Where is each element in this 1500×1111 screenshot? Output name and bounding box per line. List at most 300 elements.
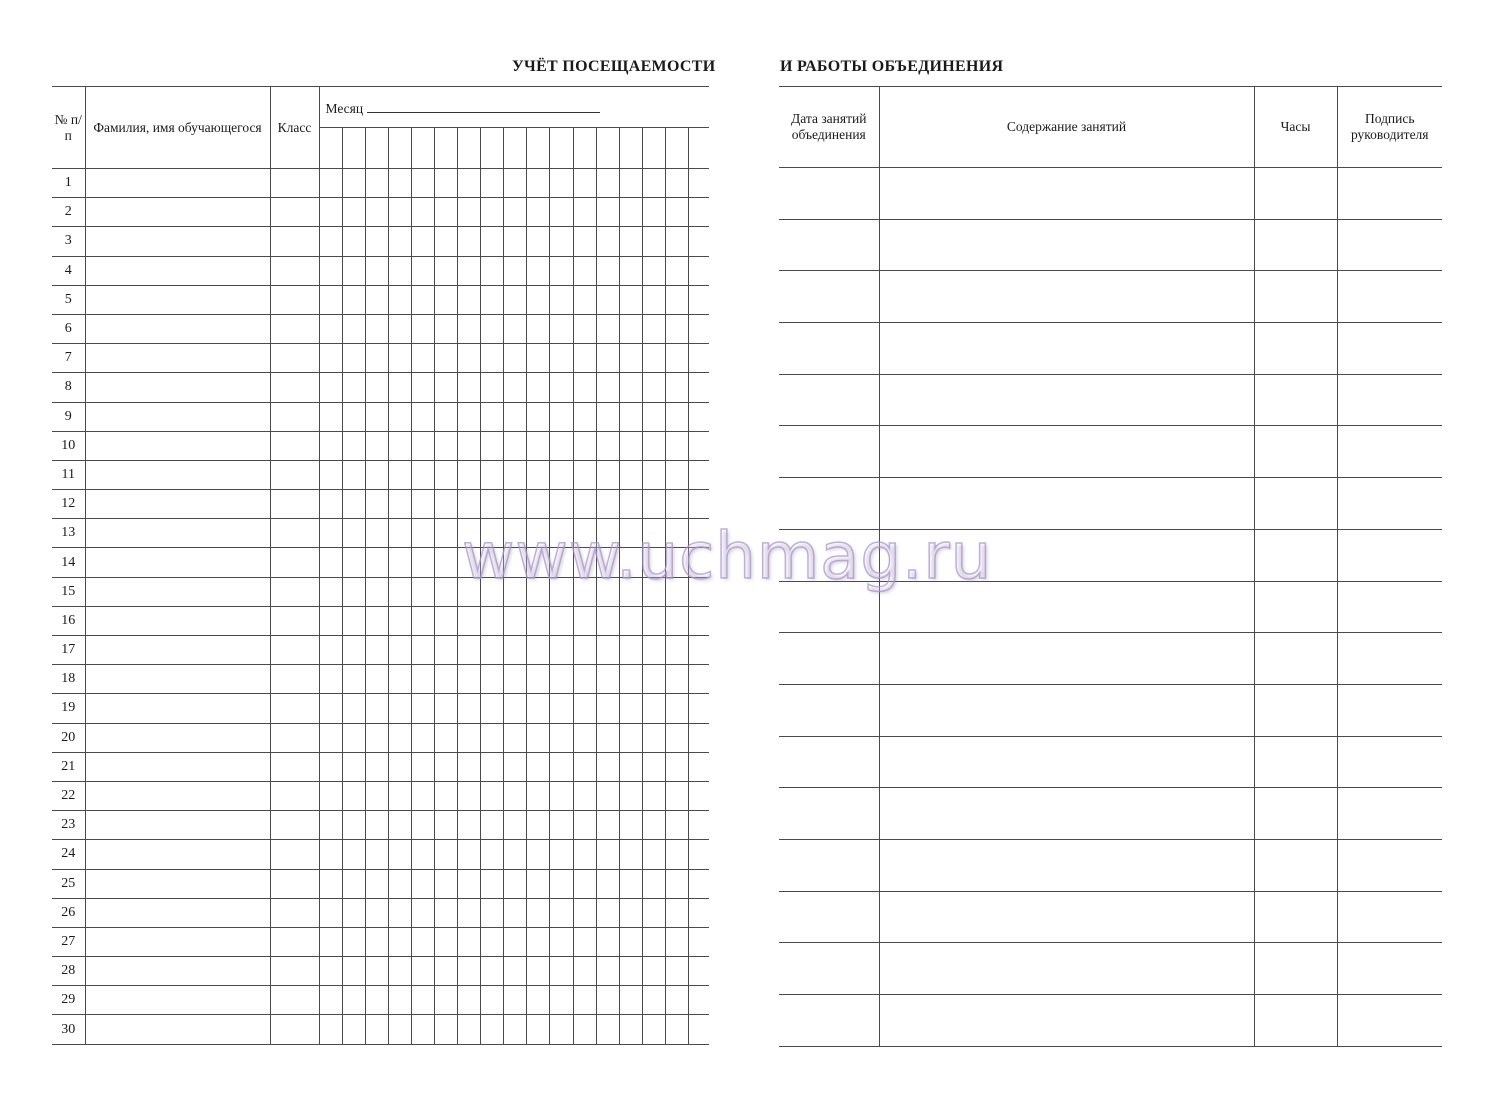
attendance-mark-cell[interactable] (527, 519, 550, 548)
attendance-mark-cell[interactable] (365, 606, 388, 635)
attendance-mark-cell[interactable] (434, 490, 457, 519)
attendance-mark-cell[interactable] (342, 869, 365, 898)
attendance-mark-cell[interactable] (319, 490, 342, 519)
date-cell[interactable] (779, 271, 879, 323)
attendance-mark-cell[interactable] (458, 198, 481, 227)
attendance-mark-cell[interactable] (342, 781, 365, 810)
attendance-mark-cell[interactable] (596, 957, 619, 986)
attendance-mark-cell[interactable] (481, 665, 504, 694)
class-cell[interactable] (270, 665, 319, 694)
attendance-mark-cell[interactable] (481, 460, 504, 489)
attendance-mark-cell[interactable] (504, 198, 527, 227)
attendance-mark-cell[interactable] (342, 373, 365, 402)
attendance-mark-cell[interactable] (550, 1015, 573, 1044)
attendance-mark-cell[interactable] (550, 373, 573, 402)
attendance-mark-cell[interactable] (342, 577, 365, 606)
attendance-mark-cell[interactable] (689, 1015, 709, 1044)
attendance-mark-cell[interactable] (319, 694, 342, 723)
attendance-mark-cell[interactable] (689, 460, 709, 489)
attendance-mark-cell[interactable] (319, 198, 342, 227)
attendance-mark-cell[interactable] (319, 723, 342, 752)
attendance-mark-cell[interactable] (665, 169, 688, 198)
attendance-mark-cell[interactable] (365, 957, 388, 986)
hours-cell[interactable] (1254, 271, 1337, 323)
attendance-mark-cell[interactable] (388, 636, 411, 665)
attendance-mark-cell[interactable] (365, 344, 388, 373)
attendance-mark-cell[interactable] (504, 577, 527, 606)
attendance-mark-cell[interactable] (596, 344, 619, 373)
day-column-header[interactable] (527, 128, 550, 169)
attendance-mark-cell[interactable] (596, 227, 619, 256)
attendance-mark-cell[interactable] (619, 606, 642, 635)
hours-cell[interactable] (1254, 943, 1337, 995)
class-cell[interactable] (270, 781, 319, 810)
attendance-mark-cell[interactable] (342, 927, 365, 956)
attendance-mark-cell[interactable] (481, 606, 504, 635)
class-cell[interactable] (270, 957, 319, 986)
class-cell[interactable] (270, 840, 319, 869)
class-cell[interactable] (270, 373, 319, 402)
attendance-mark-cell[interactable] (458, 548, 481, 577)
attendance-mark-cell[interactable] (642, 490, 665, 519)
attendance-mark-cell[interactable] (642, 869, 665, 898)
attendance-mark-cell[interactable] (596, 431, 619, 460)
attendance-mark-cell[interactable] (342, 840, 365, 869)
attendance-mark-cell[interactable] (458, 344, 481, 373)
attendance-mark-cell[interactable] (388, 606, 411, 635)
attendance-mark-cell[interactable] (665, 636, 688, 665)
attendance-mark-cell[interactable] (504, 373, 527, 402)
attendance-mark-cell[interactable] (504, 169, 527, 198)
attendance-mark-cell[interactable] (550, 694, 573, 723)
attendance-mark-cell[interactable] (527, 694, 550, 723)
attendance-mark-cell[interactable] (527, 577, 550, 606)
class-cell[interactable] (270, 344, 319, 373)
attendance-mark-cell[interactable] (665, 957, 688, 986)
attendance-mark-cell[interactable] (550, 723, 573, 752)
attendance-mark-cell[interactable] (642, 986, 665, 1015)
content-cell[interactable] (879, 219, 1254, 271)
class-cell[interactable] (270, 227, 319, 256)
month-fill-line[interactable] (367, 98, 600, 113)
signature-cell[interactable] (1337, 529, 1442, 581)
attendance-mark-cell[interactable] (458, 723, 481, 752)
hours-cell[interactable] (1254, 426, 1337, 478)
attendance-mark-cell[interactable] (388, 285, 411, 314)
attendance-mark-cell[interactable] (319, 285, 342, 314)
attendance-mark-cell[interactable] (619, 665, 642, 694)
attendance-mark-cell[interactable] (319, 606, 342, 635)
attendance-mark-cell[interactable] (388, 548, 411, 577)
attendance-mark-cell[interactable] (596, 402, 619, 431)
attendance-mark-cell[interactable] (550, 402, 573, 431)
hours-cell[interactable] (1254, 891, 1337, 943)
attendance-mark-cell[interactable] (527, 402, 550, 431)
attendance-mark-cell[interactable] (619, 344, 642, 373)
attendance-mark-cell[interactable] (596, 781, 619, 810)
student-name-cell[interactable] (85, 840, 270, 869)
attendance-mark-cell[interactable] (642, 811, 665, 840)
attendance-mark-cell[interactable] (342, 314, 365, 343)
attendance-mark-cell[interactable] (573, 957, 596, 986)
attendance-mark-cell[interactable] (481, 723, 504, 752)
attendance-mark-cell[interactable] (665, 986, 688, 1015)
attendance-mark-cell[interactable] (642, 519, 665, 548)
student-name-cell[interactable] (85, 723, 270, 752)
attendance-mark-cell[interactable] (388, 256, 411, 285)
hours-cell[interactable] (1254, 168, 1337, 220)
day-column-header[interactable] (388, 128, 411, 169)
class-cell[interactable] (270, 986, 319, 1015)
attendance-mark-cell[interactable] (388, 373, 411, 402)
attendance-mark-cell[interactable] (365, 781, 388, 810)
content-cell[interactable] (879, 736, 1254, 788)
class-cell[interactable] (270, 519, 319, 548)
student-name-cell[interactable] (85, 577, 270, 606)
attendance-mark-cell[interactable] (665, 869, 688, 898)
day-column-header[interactable] (642, 128, 665, 169)
attendance-mark-cell[interactable] (411, 460, 434, 489)
attendance-mark-cell[interactable] (573, 986, 596, 1015)
attendance-mark-cell[interactable] (550, 957, 573, 986)
attendance-mark-cell[interactable] (527, 460, 550, 489)
class-cell[interactable] (270, 723, 319, 752)
class-cell[interactable] (270, 811, 319, 840)
attendance-mark-cell[interactable] (458, 285, 481, 314)
content-cell[interactable] (879, 478, 1254, 530)
attendance-mark-cell[interactable] (642, 636, 665, 665)
attendance-mark-cell[interactable] (550, 490, 573, 519)
day-column-header[interactable] (458, 128, 481, 169)
attendance-mark-cell[interactable] (411, 402, 434, 431)
attendance-mark-cell[interactable] (550, 548, 573, 577)
attendance-mark-cell[interactable] (481, 694, 504, 723)
attendance-mark-cell[interactable] (388, 840, 411, 869)
attendance-mark-cell[interactable] (481, 752, 504, 781)
content-cell[interactable] (879, 839, 1254, 891)
attendance-mark-cell[interactable] (527, 256, 550, 285)
attendance-mark-cell[interactable] (388, 460, 411, 489)
attendance-mark-cell[interactable] (550, 606, 573, 635)
attendance-mark-cell[interactable] (573, 402, 596, 431)
attendance-mark-cell[interactable] (527, 169, 550, 198)
date-cell[interactable] (779, 633, 879, 685)
attendance-mark-cell[interactable] (665, 898, 688, 927)
attendance-mark-cell[interactable] (365, 285, 388, 314)
student-name-cell[interactable] (85, 519, 270, 548)
date-cell[interactable] (779, 478, 879, 530)
attendance-mark-cell[interactable] (434, 840, 457, 869)
attendance-mark-cell[interactable] (642, 344, 665, 373)
attendance-mark-cell[interactable] (481, 431, 504, 460)
student-name-cell[interactable] (85, 665, 270, 694)
attendance-mark-cell[interactable] (504, 548, 527, 577)
attendance-mark-cell[interactable] (527, 957, 550, 986)
attendance-mark-cell[interactable] (411, 636, 434, 665)
attendance-mark-cell[interactable] (411, 227, 434, 256)
attendance-mark-cell[interactable] (365, 227, 388, 256)
attendance-mark-cell[interactable] (550, 840, 573, 869)
student-name-cell[interactable] (85, 606, 270, 635)
attendance-mark-cell[interactable] (619, 957, 642, 986)
attendance-mark-cell[interactable] (573, 490, 596, 519)
attendance-mark-cell[interactable] (504, 781, 527, 810)
date-cell[interactable] (779, 581, 879, 633)
date-cell[interactable] (779, 684, 879, 736)
attendance-mark-cell[interactable] (411, 840, 434, 869)
attendance-mark-cell[interactable] (573, 344, 596, 373)
attendance-mark-cell[interactable] (619, 490, 642, 519)
attendance-mark-cell[interactable] (665, 577, 688, 606)
attendance-mark-cell[interactable] (573, 285, 596, 314)
date-cell[interactable] (779, 788, 879, 840)
attendance-mark-cell[interactable] (596, 519, 619, 548)
attendance-mark-cell[interactable] (665, 606, 688, 635)
attendance-mark-cell[interactable] (596, 577, 619, 606)
class-cell[interactable] (270, 460, 319, 489)
attendance-mark-cell[interactable] (689, 927, 709, 956)
attendance-mark-cell[interactable] (527, 869, 550, 898)
attendance-mark-cell[interactable] (342, 665, 365, 694)
attendance-mark-cell[interactable] (388, 986, 411, 1015)
attendance-mark-cell[interactable] (481, 548, 504, 577)
attendance-mark-cell[interactable] (481, 169, 504, 198)
attendance-mark-cell[interactable] (342, 957, 365, 986)
attendance-mark-cell[interactable] (458, 373, 481, 402)
attendance-mark-cell[interactable] (619, 986, 642, 1015)
attendance-mark-cell[interactable] (504, 694, 527, 723)
hours-cell[interactable] (1254, 736, 1337, 788)
class-cell[interactable] (270, 636, 319, 665)
attendance-mark-cell[interactable] (665, 548, 688, 577)
attendance-mark-cell[interactable] (527, 344, 550, 373)
attendance-mark-cell[interactable] (619, 169, 642, 198)
attendance-mark-cell[interactable] (619, 840, 642, 869)
attendance-mark-cell[interactable] (596, 927, 619, 956)
date-cell[interactable] (779, 168, 879, 220)
signature-cell[interactable] (1337, 943, 1442, 995)
attendance-mark-cell[interactable] (434, 752, 457, 781)
attendance-mark-cell[interactable] (619, 431, 642, 460)
attendance-mark-cell[interactable] (434, 577, 457, 606)
content-cell[interactable] (879, 788, 1254, 840)
attendance-mark-cell[interactable] (411, 752, 434, 781)
day-column-header[interactable] (665, 128, 688, 169)
attendance-mark-cell[interactable] (342, 1015, 365, 1044)
attendance-mark-cell[interactable] (573, 256, 596, 285)
attendance-mark-cell[interactable] (319, 431, 342, 460)
attendance-mark-cell[interactable] (504, 840, 527, 869)
attendance-mark-cell[interactable] (504, 314, 527, 343)
attendance-mark-cell[interactable] (481, 986, 504, 1015)
attendance-mark-cell[interactable] (665, 402, 688, 431)
content-cell[interactable] (879, 374, 1254, 426)
attendance-mark-cell[interactable] (342, 694, 365, 723)
attendance-mark-cell[interactable] (481, 227, 504, 256)
attendance-mark-cell[interactable] (481, 811, 504, 840)
attendance-mark-cell[interactable] (642, 723, 665, 752)
attendance-mark-cell[interactable] (619, 927, 642, 956)
attendance-mark-cell[interactable] (665, 198, 688, 227)
attendance-mark-cell[interactable] (527, 227, 550, 256)
attendance-mark-cell[interactable] (573, 869, 596, 898)
attendance-mark-cell[interactable] (411, 811, 434, 840)
attendance-mark-cell[interactable] (365, 898, 388, 927)
attendance-mark-cell[interactable] (411, 490, 434, 519)
attendance-mark-cell[interactable] (411, 548, 434, 577)
attendance-mark-cell[interactable] (619, 256, 642, 285)
hours-cell[interactable] (1254, 684, 1337, 736)
class-cell[interactable] (270, 314, 319, 343)
attendance-mark-cell[interactable] (689, 811, 709, 840)
attendance-mark-cell[interactable] (411, 781, 434, 810)
attendance-mark-cell[interactable] (458, 781, 481, 810)
attendance-mark-cell[interactable] (689, 840, 709, 869)
attendance-mark-cell[interactable] (596, 1015, 619, 1044)
date-cell[interactable] (779, 891, 879, 943)
content-cell[interactable] (879, 529, 1254, 581)
signature-cell[interactable] (1337, 839, 1442, 891)
class-cell[interactable] (270, 1015, 319, 1044)
day-column-header[interactable] (689, 128, 709, 169)
attendance-mark-cell[interactable] (388, 665, 411, 694)
attendance-mark-cell[interactable] (319, 811, 342, 840)
signature-cell[interactable] (1337, 788, 1442, 840)
attendance-mark-cell[interactable] (550, 752, 573, 781)
attendance-mark-cell[interactable] (319, 169, 342, 198)
attendance-mark-cell[interactable] (665, 314, 688, 343)
attendance-mark-cell[interactable] (458, 636, 481, 665)
attendance-mark-cell[interactable] (411, 665, 434, 694)
date-cell[interactable] (779, 839, 879, 891)
attendance-mark-cell[interactable] (573, 898, 596, 927)
attendance-mark-cell[interactable] (365, 694, 388, 723)
attendance-mark-cell[interactable] (365, 548, 388, 577)
attendance-mark-cell[interactable] (527, 314, 550, 343)
attendance-mark-cell[interactable] (481, 957, 504, 986)
attendance-mark-cell[interactable] (411, 723, 434, 752)
attendance-mark-cell[interactable] (689, 344, 709, 373)
attendance-mark-cell[interactable] (481, 344, 504, 373)
day-column-header[interactable] (504, 128, 527, 169)
attendance-mark-cell[interactable] (434, 898, 457, 927)
class-cell[interactable] (270, 752, 319, 781)
attendance-mark-cell[interactable] (504, 431, 527, 460)
attendance-mark-cell[interactable] (342, 460, 365, 489)
attendance-mark-cell[interactable] (504, 460, 527, 489)
attendance-mark-cell[interactable] (619, 898, 642, 927)
signature-cell[interactable] (1337, 684, 1442, 736)
attendance-mark-cell[interactable] (434, 344, 457, 373)
student-name-cell[interactable] (85, 344, 270, 373)
class-cell[interactable] (270, 577, 319, 606)
attendance-mark-cell[interactable] (342, 986, 365, 1015)
attendance-mark-cell[interactable] (642, 606, 665, 635)
attendance-mark-cell[interactable] (665, 285, 688, 314)
class-cell[interactable] (270, 198, 319, 227)
day-column-header[interactable] (365, 128, 388, 169)
attendance-mark-cell[interactable] (527, 548, 550, 577)
attendance-mark-cell[interactable] (481, 898, 504, 927)
attendance-mark-cell[interactable] (596, 869, 619, 898)
attendance-mark-cell[interactable] (665, 490, 688, 519)
attendance-mark-cell[interactable] (481, 256, 504, 285)
attendance-mark-cell[interactable] (504, 227, 527, 256)
attendance-mark-cell[interactable] (689, 169, 709, 198)
attendance-mark-cell[interactable] (342, 402, 365, 431)
hours-cell[interactable] (1254, 374, 1337, 426)
attendance-mark-cell[interactable] (550, 198, 573, 227)
attendance-mark-cell[interactable] (596, 169, 619, 198)
attendance-mark-cell[interactable] (689, 256, 709, 285)
signature-cell[interactable] (1337, 478, 1442, 530)
day-column-header[interactable] (573, 128, 596, 169)
attendance-mark-cell[interactable] (573, 927, 596, 956)
student-name-cell[interactable] (85, 285, 270, 314)
attendance-mark-cell[interactable] (573, 811, 596, 840)
attendance-mark-cell[interactable] (596, 606, 619, 635)
attendance-mark-cell[interactable] (481, 314, 504, 343)
signature-cell[interactable] (1337, 581, 1442, 633)
class-cell[interactable] (270, 285, 319, 314)
content-cell[interactable] (879, 168, 1254, 220)
attendance-mark-cell[interactable] (596, 285, 619, 314)
attendance-mark-cell[interactable] (481, 285, 504, 314)
attendance-mark-cell[interactable] (411, 344, 434, 373)
attendance-mark-cell[interactable] (527, 490, 550, 519)
day-column-header[interactable] (550, 128, 573, 169)
attendance-mark-cell[interactable] (365, 373, 388, 402)
date-cell[interactable] (779, 943, 879, 995)
attendance-mark-cell[interactable] (596, 840, 619, 869)
student-name-cell[interactable] (85, 636, 270, 665)
attendance-mark-cell[interactable] (434, 606, 457, 635)
attendance-mark-cell[interactable] (619, 577, 642, 606)
attendance-mark-cell[interactable] (665, 431, 688, 460)
class-cell[interactable] (270, 927, 319, 956)
attendance-mark-cell[interactable] (458, 460, 481, 489)
attendance-mark-cell[interactable] (550, 227, 573, 256)
attendance-mark-cell[interactable] (619, 285, 642, 314)
attendance-mark-cell[interactable] (434, 869, 457, 898)
attendance-mark-cell[interactable] (411, 927, 434, 956)
signature-cell[interactable] (1337, 168, 1442, 220)
content-cell[interactable] (879, 891, 1254, 943)
hours-cell[interactable] (1254, 323, 1337, 375)
attendance-mark-cell[interactable] (504, 256, 527, 285)
attendance-mark-cell[interactable] (365, 665, 388, 694)
attendance-mark-cell[interactable] (481, 198, 504, 227)
attendance-mark-cell[interactable] (411, 373, 434, 402)
attendance-mark-cell[interactable] (481, 577, 504, 606)
attendance-mark-cell[interactable] (434, 927, 457, 956)
class-cell[interactable] (270, 490, 319, 519)
attendance-mark-cell[interactable] (596, 752, 619, 781)
attendance-mark-cell[interactable] (665, 927, 688, 956)
attendance-mark-cell[interactable] (596, 314, 619, 343)
attendance-mark-cell[interactable] (319, 636, 342, 665)
attendance-mark-cell[interactable] (550, 986, 573, 1015)
student-name-cell[interactable] (85, 490, 270, 519)
attendance-mark-cell[interactable] (642, 577, 665, 606)
attendance-mark-cell[interactable] (689, 490, 709, 519)
attendance-mark-cell[interactable] (458, 431, 481, 460)
attendance-mark-cell[interactable] (365, 519, 388, 548)
attendance-mark-cell[interactable] (458, 957, 481, 986)
attendance-mark-cell[interactable] (458, 577, 481, 606)
attendance-mark-cell[interactable] (365, 723, 388, 752)
attendance-mark-cell[interactable] (504, 957, 527, 986)
